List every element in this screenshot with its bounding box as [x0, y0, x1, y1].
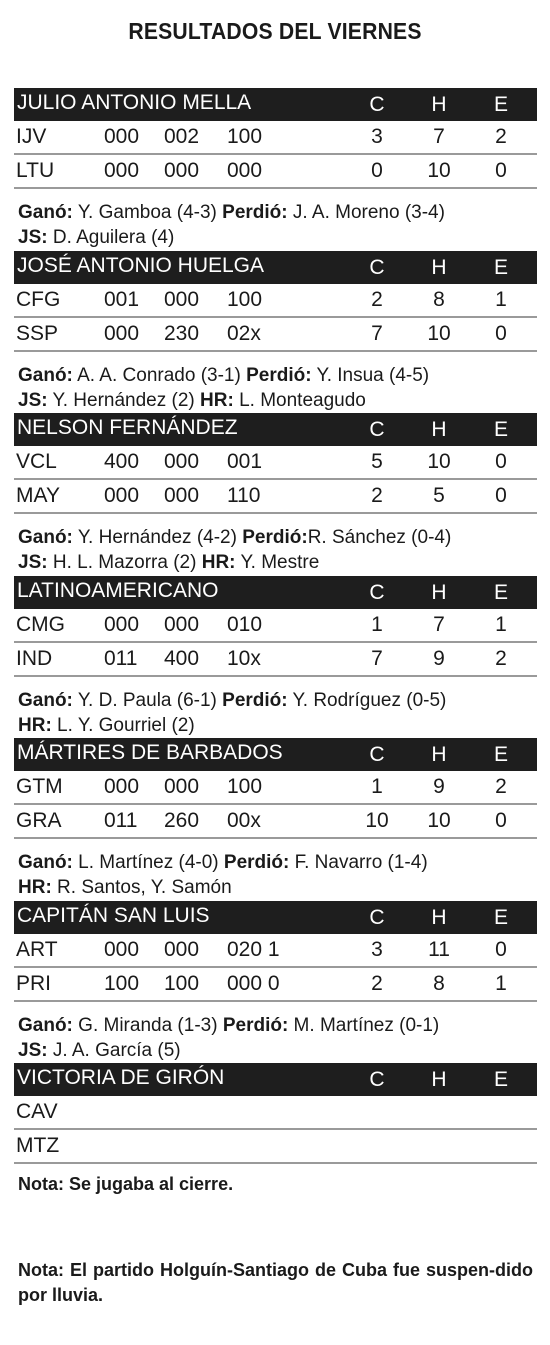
- hits-value: 9: [433, 775, 445, 798]
- score-row: [14, 643, 537, 677]
- inning-group: 400: [104, 450, 140, 473]
- hits-value: 9: [433, 647, 445, 670]
- pitching-notes: [14, 363, 537, 415]
- column-header: H: [431, 581, 447, 604]
- notes-line: [18, 200, 537, 225]
- hits-value: 10: [427, 809, 451, 832]
- team-code: IJV: [16, 125, 47, 148]
- column-header: E: [493, 418, 508, 441]
- score-row: [14, 446, 537, 480]
- errors-value: 0: [495, 938, 507, 961]
- notes-line: [18, 688, 537, 713]
- venue-name: LATINOAMERICANO: [17, 579, 219, 602]
- score-row: [14, 155, 537, 189]
- score-row: [14, 318, 537, 352]
- note-label: Perdió:: [222, 202, 288, 223]
- venue-name: MÁRTIRES DE BARBADOS: [17, 741, 283, 764]
- note-text: D. Aguilera (4): [47, 227, 175, 248]
- venue-header: [14, 576, 537, 609]
- note-text: Y. D. Paula (6-1): [72, 690, 223, 711]
- runs-value: 2: [371, 972, 383, 995]
- runs-value: 7: [371, 322, 383, 345]
- team-code: IND: [16, 647, 53, 670]
- team-code: SSP: [16, 322, 59, 345]
- hits-value: 8: [433, 972, 445, 995]
- note-text: Y. Hernández (2): [47, 390, 201, 411]
- team-code: LTU: [16, 159, 55, 182]
- inning-group: 020 1: [227, 938, 280, 961]
- notes-line: [18, 525, 537, 550]
- note-text: L. Y. Gourriel (2): [51, 715, 195, 736]
- note-text: F. Navarro (1-4): [289, 852, 428, 873]
- errors-value: 0: [495, 322, 507, 345]
- pitching-notes: [14, 688, 537, 740]
- note-label: Ganó:: [18, 1015, 73, 1036]
- note-label: Ganó:: [18, 365, 73, 386]
- note-label: JS:: [18, 552, 48, 573]
- team-code: VCL: [16, 450, 57, 473]
- note-label: Perdió:: [246, 365, 312, 386]
- note-text: Y. Hernández (4-2): [72, 527, 243, 548]
- score-row: [14, 771, 537, 805]
- note-label: HR:: [200, 390, 234, 411]
- inning-group: 000: [164, 450, 200, 473]
- runs-value: 2: [371, 484, 383, 507]
- column-header: H: [431, 93, 447, 116]
- inning-group: 10x: [227, 647, 261, 670]
- note-text: J. A. García (5): [47, 1040, 181, 1061]
- column-header: H: [431, 1068, 447, 1091]
- note-text: L. Martínez (4-0): [72, 852, 224, 873]
- column-header: H: [431, 743, 447, 766]
- notes-line: [18, 550, 537, 575]
- errors-value: 0: [495, 809, 507, 832]
- hits-value: 5: [433, 484, 445, 507]
- venue-name: JOSÉ ANTONIO HUELGA: [17, 254, 265, 277]
- note-label: Ganó:: [18, 202, 73, 223]
- team-code: MAY: [16, 484, 60, 507]
- errors-value: 1: [495, 288, 507, 311]
- inning-group: 001: [227, 450, 263, 473]
- hits-value: 10: [427, 322, 451, 345]
- hits-value: 11: [428, 938, 450, 961]
- column-header: C: [369, 1068, 385, 1091]
- inning-group: 100: [104, 972, 140, 995]
- team-code: GTM: [16, 775, 63, 798]
- column-header: E: [493, 1068, 508, 1091]
- note-label: Perdió:: [222, 690, 288, 711]
- column-header: H: [431, 906, 447, 929]
- note-text: Y. Mestre: [235, 552, 320, 573]
- note-text: A. A. Conrado (3-1): [72, 365, 247, 386]
- inning-group: 00x: [227, 809, 261, 832]
- errors-value: 2: [495, 647, 507, 670]
- runs-value: 1: [371, 613, 383, 636]
- team-code: CFG: [16, 288, 61, 311]
- game-block: [14, 738, 537, 902]
- column-header: C: [369, 418, 385, 441]
- note-label: HR:: [201, 552, 236, 573]
- hits-value: 10: [427, 450, 451, 473]
- note-text: Y. Gamboa (4-3): [72, 202, 223, 223]
- inning-group: 000: [104, 125, 140, 148]
- note-text: R. Santos, Y. Samón: [51, 877, 232, 898]
- errors-value: 0: [495, 484, 507, 507]
- venue-header: [14, 88, 537, 121]
- runs-value: 1: [371, 775, 383, 798]
- inning-group: 011: [104, 809, 138, 832]
- score-row: [14, 934, 537, 968]
- inning-group: 011: [104, 647, 138, 670]
- inning-group: 000: [164, 775, 200, 798]
- runs-value: 3: [371, 938, 383, 961]
- notes-line: [18, 1038, 537, 1063]
- pitching-notes: [14, 200, 537, 252]
- venue-name: JULIO ANTONIO MELLA: [17, 91, 252, 114]
- note-label: Ganó:: [18, 690, 73, 711]
- inning-group: 002: [164, 125, 200, 148]
- errors-value: 1: [495, 613, 507, 636]
- hits-value: 10: [427, 159, 451, 182]
- venue-name: VICTORIA DE GIRÓN: [17, 1066, 225, 1089]
- pitching-notes: [14, 850, 537, 902]
- footnote-closing: Nota: Se jugaba al cierre.: [18, 1174, 234, 1194]
- inning-group: 000: [164, 613, 200, 636]
- team-code: ART: [16, 938, 58, 961]
- errors-value: 0: [495, 159, 507, 182]
- score-row: [14, 121, 537, 155]
- inning-group: 110: [227, 484, 261, 507]
- hits-value: 7: [433, 125, 445, 148]
- inning-group: 02x: [227, 322, 261, 345]
- score-row: [14, 1130, 537, 1164]
- game-block: [14, 251, 537, 415]
- page-title: RESULTADOS DEL VIERNES: [128, 18, 422, 44]
- note-label: HR:: [18, 877, 52, 898]
- inning-group: 000 0: [227, 972, 280, 995]
- note-text: J. A. Moreno (3-4): [287, 202, 445, 223]
- footnote-suspended: Nota: El partido Holguín-Santiago de Cuba fue suspen-dido por lluvia.: [18, 1260, 533, 1305]
- note-label: Ganó:: [18, 527, 73, 548]
- note-text: Y. Rodríguez (0-5): [287, 690, 447, 711]
- note-text: G. Miranda (1-3): [72, 1015, 223, 1036]
- score-row: [14, 968, 537, 1002]
- column-header: C: [369, 906, 385, 929]
- team-code: CAV: [16, 1100, 58, 1123]
- column-header: E: [493, 581, 508, 604]
- notes-line: [18, 850, 537, 875]
- venue-name: CAPITÁN SAN LUIS: [17, 904, 210, 927]
- score-row: [14, 1096, 537, 1130]
- game-block: [14, 88, 537, 252]
- note-label: Ganó:: [18, 852, 73, 873]
- runs-value: 2: [371, 288, 383, 311]
- inning-group: 100: [227, 775, 263, 798]
- score-row: [14, 480, 537, 514]
- inning-group: 001: [104, 288, 140, 311]
- inning-group: 000: [104, 484, 140, 507]
- column-header: H: [431, 418, 447, 441]
- venue-header: [14, 738, 537, 771]
- venue-header: [14, 1063, 537, 1096]
- inning-group: 000: [164, 484, 200, 507]
- score-row: [14, 284, 537, 318]
- inning-group: 010: [227, 613, 263, 636]
- notes-line: [18, 388, 537, 413]
- note-text: H. L. Mazorra (2): [47, 552, 202, 573]
- team-code: PRI: [16, 972, 52, 995]
- inning-group: 400: [164, 647, 200, 670]
- game-block: [14, 576, 537, 740]
- notes-line: [18, 363, 537, 388]
- game-block: [14, 413, 537, 577]
- game-block: [14, 901, 537, 1065]
- errors-value: 0: [495, 450, 507, 473]
- column-header: C: [369, 256, 385, 279]
- hits-value: 8: [433, 288, 445, 311]
- inning-group: 260: [164, 809, 200, 832]
- venue-header: [14, 251, 537, 284]
- column-header: C: [369, 743, 385, 766]
- venue-header: [14, 901, 537, 934]
- score-row: [14, 609, 537, 643]
- inning-group: 000: [104, 938, 140, 961]
- note-label: JS:: [18, 390, 48, 411]
- note-label: Perdió:: [222, 1015, 289, 1036]
- runs-value: 7: [371, 647, 383, 670]
- inning-group: 000: [104, 322, 140, 345]
- game-block: [14, 1063, 537, 1164]
- note-label: Perdió:: [223, 852, 290, 873]
- hits-value: 7: [433, 613, 445, 636]
- pitching-notes: [14, 525, 537, 577]
- note-text: Y. Insua (4-5): [311, 365, 430, 386]
- team-code: CMG: [16, 613, 65, 636]
- inning-group: 100: [227, 125, 263, 148]
- inning-group: 000: [104, 613, 140, 636]
- runs-value: 3: [371, 125, 383, 148]
- inning-group: 000: [164, 288, 200, 311]
- inning-group: 000: [104, 159, 140, 182]
- venue-name: NELSON FERNÁNDEZ: [17, 416, 238, 439]
- note-label: JS:: [18, 1040, 48, 1061]
- pitching-notes: [14, 1013, 537, 1065]
- note-label: Perdió:: [242, 527, 308, 548]
- team-code: MTZ: [16, 1134, 60, 1157]
- runs-value: 10: [365, 809, 389, 832]
- column-header: C: [369, 93, 385, 116]
- inning-group: 000: [104, 775, 140, 798]
- column-header: C: [369, 581, 385, 604]
- inning-group: 000: [227, 159, 263, 182]
- column-header: E: [493, 256, 508, 279]
- runs-value: 5: [371, 450, 383, 473]
- errors-value: 2: [495, 775, 507, 798]
- notes-line: [18, 713, 537, 738]
- inning-group: 100: [227, 288, 263, 311]
- errors-value: 1: [495, 972, 507, 995]
- column-header: H: [431, 256, 447, 279]
- column-header: E: [493, 743, 508, 766]
- note-text: R. Sánchez (0-4): [307, 527, 452, 548]
- errors-value: 2: [495, 125, 507, 148]
- notes-line: [18, 225, 537, 250]
- column-header: E: [493, 906, 508, 929]
- team-code: GRA: [16, 809, 62, 832]
- note-label: HR:: [18, 715, 52, 736]
- venue-header: [14, 413, 537, 446]
- notes-line: [18, 1013, 537, 1038]
- notes-line: [18, 875, 537, 900]
- inning-group: 000: [164, 938, 200, 961]
- note-text: L. Monteagudo: [233, 390, 366, 411]
- inning-group: 100: [164, 972, 200, 995]
- inning-group: 230: [164, 322, 200, 345]
- column-header: E: [493, 93, 508, 116]
- score-row: [14, 805, 537, 839]
- inning-group: 000: [164, 159, 200, 182]
- note-text: M. Martínez (0-1): [288, 1015, 440, 1036]
- runs-value: 0: [371, 159, 383, 182]
- note-label: JS:: [18, 227, 48, 248]
